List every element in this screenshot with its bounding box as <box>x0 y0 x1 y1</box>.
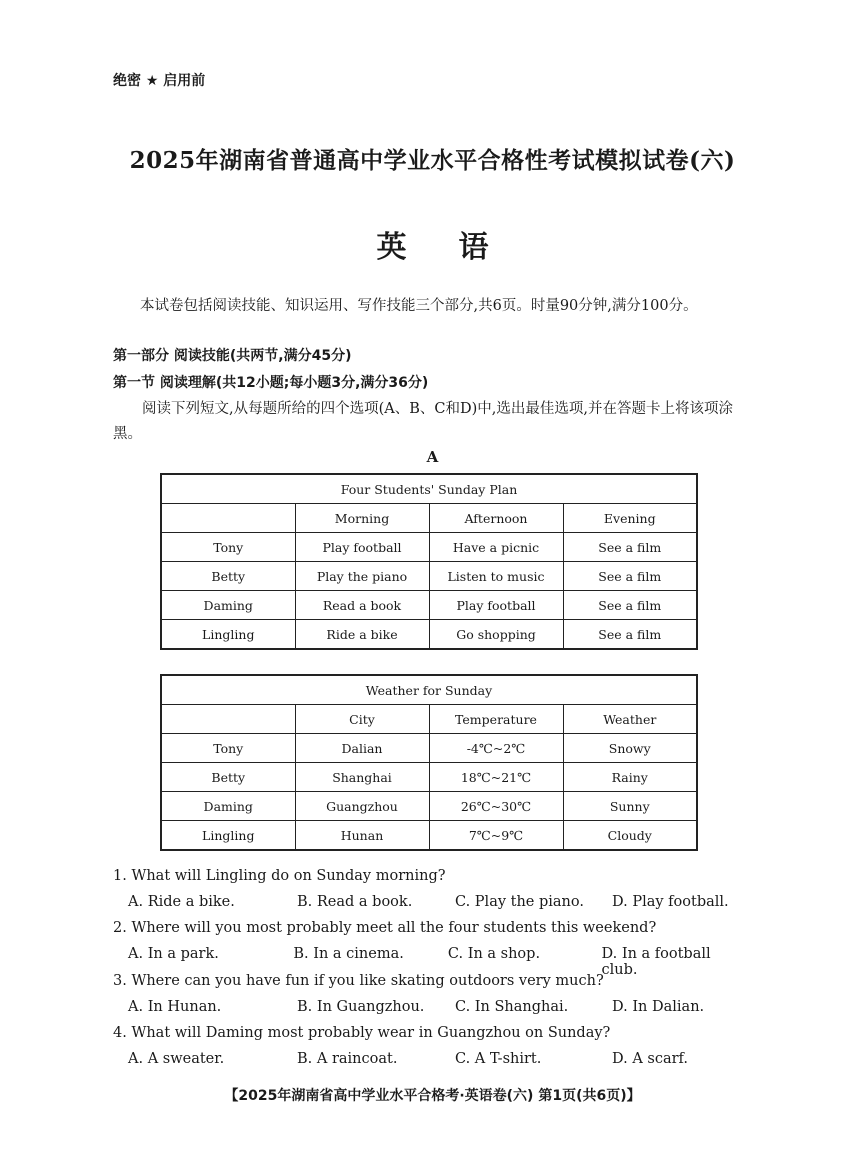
table-cell: Lingling <box>161 821 295 851</box>
table-cell: Hunan <box>295 821 429 851</box>
instruction-text: 阅读下列短文,从每题所给的四个选项(A、B、C和D)中,选出最佳选项,并在答题卡上将该项涂黑。 <box>113 401 733 442</box>
table-cell: See a film <box>563 591 697 620</box>
subject-title: 英语 <box>376 230 541 265</box>
question-4: 4. What will Daming most probably wear in Guangzhou on Sunday? <box>113 1025 611 1041</box>
table-header-row <box>161 504 697 533</box>
part-heading: 第一部分 阅读技能(共两节,满分45分) <box>113 348 352 364</box>
table-cell: Ride a bike <box>295 620 429 650</box>
table-row <box>161 821 697 851</box>
table-cell: Daming <box>161 792 295 821</box>
question-1-options <box>128 894 748 910</box>
page-footer: 【2025年湖南省高中学业水平合格考·英语卷(六) 第1页(共6页)】 <box>224 1088 641 1104</box>
table-cell: Tony <box>161 734 295 763</box>
table-cell: Read a book <box>295 591 429 620</box>
table-header-cell <box>161 705 295 734</box>
table-cell: See a film <box>563 533 697 562</box>
question-4-options <box>128 1051 748 1067</box>
option-d: D. In Dalian. <box>612 999 705 1015</box>
table-row <box>161 763 697 792</box>
table-header-cell <box>161 504 295 533</box>
table-header-cell: Afternoon <box>429 504 563 533</box>
option-c: C. In a shop. <box>447 946 541 962</box>
table-header-cell: Evening <box>563 504 697 533</box>
option-d: D. Play football. <box>612 894 729 910</box>
table-cell: Play football <box>295 533 429 562</box>
option-a: A. A sweater. <box>128 1051 225 1067</box>
section-heading: 第一节 阅读理解(共12小题;每小题3分,满分36分) <box>113 375 429 391</box>
table-header-cell: City <box>295 705 429 734</box>
table-cell: 18℃~21℃ <box>429 763 563 792</box>
table-row <box>161 591 697 620</box>
option-a: A. In Hunan. <box>128 999 222 1015</box>
table-cell: Go shopping <box>429 620 563 650</box>
table-cell: -4℃~2℃ <box>429 734 563 763</box>
table-cell: Snowy <box>563 734 697 763</box>
table-cell: 7℃~9℃ <box>429 821 563 851</box>
exam-title: 2025年湖南省普通高中学业水平合格性考试模拟试卷(六) <box>129 147 736 174</box>
table-header-cell: Morning <box>295 504 429 533</box>
table-row <box>161 734 697 763</box>
table-header-row <box>161 705 697 734</box>
table-cell: Lingling <box>161 620 295 650</box>
table-header-cell: Temperature <box>429 705 563 734</box>
table-caption: Four Students' Sunday Plan <box>161 474 697 504</box>
table-cell: Cloudy <box>563 821 697 851</box>
option-b: B. In a cinema. <box>293 946 404 962</box>
option-b: B. In Guangzhou. <box>297 999 425 1015</box>
table-cell: Rainy <box>563 763 697 792</box>
option-b: B. A raincoat. <box>297 1051 398 1067</box>
table-cell: Betty <box>161 562 295 591</box>
table-cell: Guangzhou <box>295 792 429 821</box>
option-b: B. Read a book. <box>297 894 413 910</box>
option-a: A. Ride a bike. <box>128 894 235 910</box>
sunday-weather-table <box>160 674 698 851</box>
table-caption: Weather for Sunday <box>161 675 697 705</box>
option-d: D. In a football club. <box>601 946 711 978</box>
confidential-label: 绝密 ★ 启用前 <box>113 73 206 89</box>
table-cell: Daming <box>161 591 295 620</box>
table-cell: Play the piano <box>295 562 429 591</box>
table-cell: See a film <box>563 562 697 591</box>
table-row <box>161 620 697 650</box>
table-cell: Tony <box>161 533 295 562</box>
question-2: 2. Where will you most probably meet all the four students this weekend? <box>113 920 657 936</box>
question-3-options <box>128 999 748 1015</box>
table-cell: Have a picnic <box>429 533 563 562</box>
table-cell: Play football <box>429 591 563 620</box>
table-cell: 26℃~30℃ <box>429 792 563 821</box>
table-row <box>161 533 697 562</box>
option-c: C. Play the piano. <box>455 894 584 910</box>
table-cell: Listen to music <box>429 562 563 591</box>
table-row <box>161 562 697 591</box>
sunday-plan-table <box>160 473 698 650</box>
option-d: D. A scarf. <box>612 1051 689 1067</box>
table-cell: See a film <box>563 620 697 650</box>
option-a: A. In a park. <box>128 946 219 962</box>
option-c: C. A T-shirt. <box>455 1051 542 1067</box>
option-c: C. In Shanghai. <box>455 999 569 1015</box>
table-row <box>161 792 697 821</box>
question-1: 1. What will Lingling do on Sunday morning? <box>113 868 446 884</box>
table-cell: Dalian <box>295 734 429 763</box>
table-cell: Sunny <box>563 792 697 821</box>
question-3: 3. Where can you have fun if you like skating outdoors very much? <box>113 973 604 989</box>
passage-letter: A <box>426 448 439 466</box>
table-header-cell: Weather <box>563 705 697 734</box>
table-cell: Shanghai <box>295 763 429 792</box>
exam-intro: 本试卷包括阅读技能、知识运用、写作技能三个部分,共6页。时量90分钟,满分100分。 <box>140 298 698 314</box>
table-cell: Betty <box>161 763 295 792</box>
